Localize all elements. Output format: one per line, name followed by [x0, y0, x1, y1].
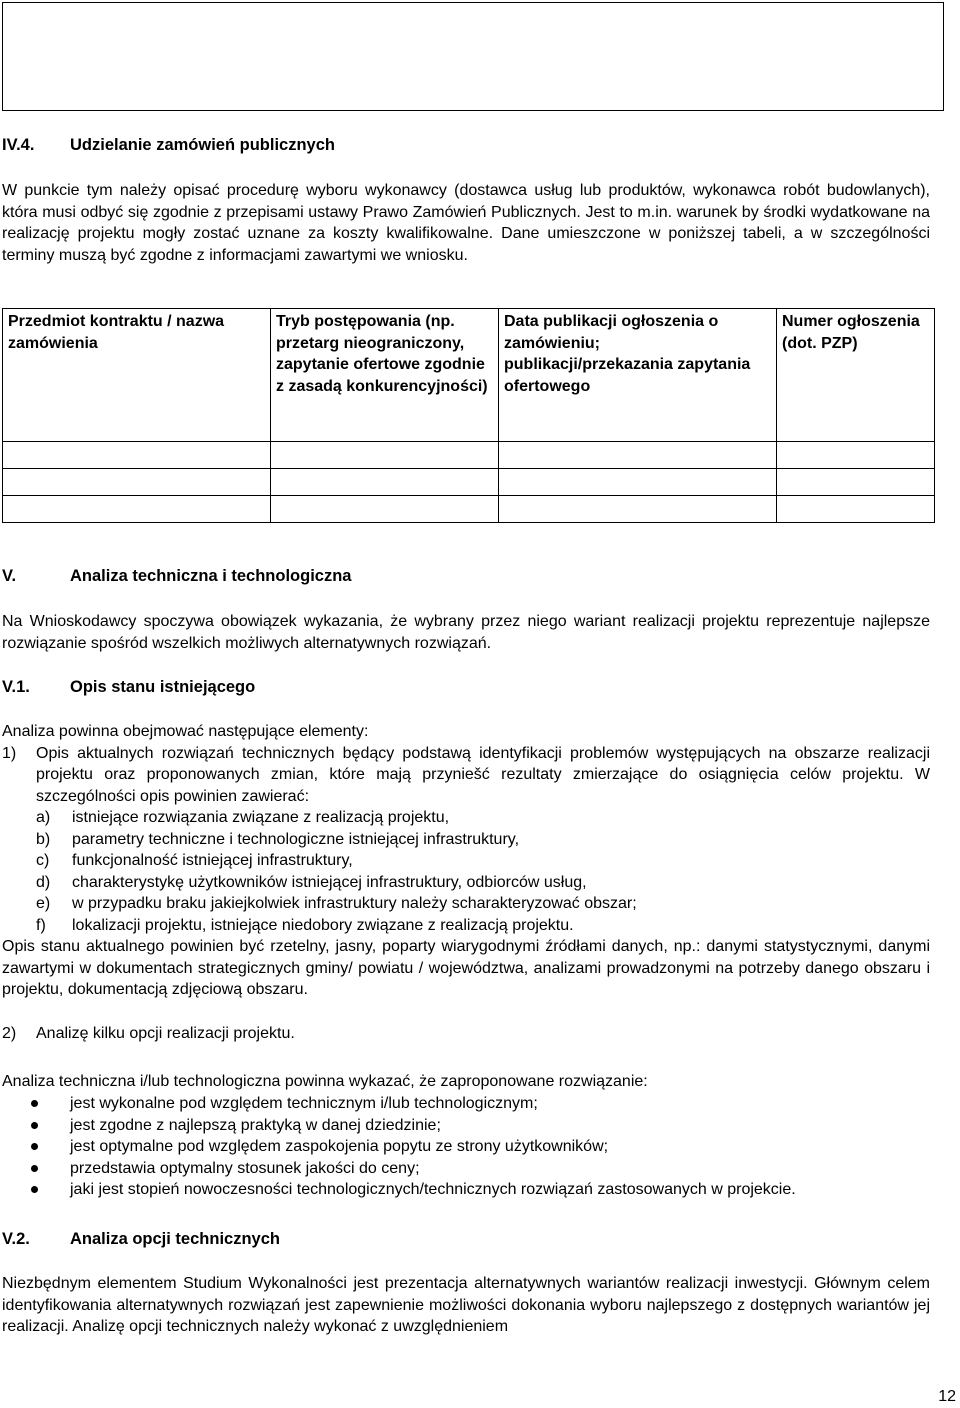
- requirements-bullet-list: [2, 1093, 930, 1201]
- table-cell: [271, 469, 499, 496]
- bullet-icon: [31, 1186, 38, 1193]
- table-header-cell: Data publikacji ogłoszenia o zamówieniu; publikacji/przekazania zapytania ofertowego: [499, 309, 777, 442]
- list-item: 2) Analizę kilku opcji realizacji projektu.: [2, 1024, 295, 1042]
- table-cell: [3, 469, 271, 496]
- paragraph-options: Niezbędnym elementem Studium Wykonalności jest prezentacja alternatywnych wariantów realizacji inwestycji. Głównym celem identyfikowania alternatywnych rozwiązań jest zapewnienie możliwości dokonania wyboru najlepszego z dostępnych wariantów jej realizacji. Analizę opcji technicznych należy wykonać z uwzględnieniem: [2, 1275, 930, 1335]
- bullet-item: jest wykonalne pod względem technicznym i/lub technologicznym;: [2, 1093, 930, 1115]
- list-item: e) w przypadku braku jakiejkolwiek infrastruktury należy scharakteryzować obszar;: [36, 895, 637, 912]
- table-cell: [777, 442, 935, 469]
- section-number: V.2.: [2, 1230, 30, 1248]
- table-row: [3, 496, 935, 523]
- table-cell: [3, 442, 271, 469]
- table-row: [3, 442, 935, 469]
- section-number: IV.4.: [2, 136, 35, 154]
- paragraph-analysis: Na Wnioskodawcy spoczywa obowiązek wykazania, że wybrany przez niego wariant realizacji projektu reprezentuje najlepsze rozwiązanie spośród wszelkich możliwych alternatywnych rozwiązań.: [2, 613, 930, 652]
- list-item: 1) Opis aktualnych rozwiązań technicznych będący podstawą identyfikacji problemów występujących na obszarze realizacji projektu oraz proponowanych zmian, które mają przyniešć rezultaty zmierzające do osiągnięcia celów projektu. W szczególności opis powinien zawierać:: [2, 744, 930, 805]
- intro-text: Analiza powinna obejmować następujące elementy:: [2, 723, 369, 740]
- section-number: V.: [2, 567, 17, 585]
- list-item: f) lokalizacji projektu, istniejące niedobory związane z realizacją projektu.: [36, 916, 574, 934]
- table-cell: [499, 496, 777, 523]
- table-header-row: [3, 309, 935, 442]
- section-title: Opis stanu istniejącego: [70, 678, 256, 696]
- table-header-cell: Przedmiot kontraktu / nazwa zamówienia: [3, 309, 271, 442]
- bullet-icon: [31, 1165, 38, 1172]
- procurement-table: [2, 308, 935, 523]
- section-heading-v2: [2, 1229, 280, 1251]
- table-cell: [3, 496, 271, 523]
- list-item: c) funkcjonalność istniejącej infrastruktury,: [36, 852, 353, 869]
- bullet-item: jaki jest stopień nowoczesności technologicznych/technicznych rozwiązań zastosowanych w projekcie.: [2, 1179, 930, 1201]
- paragraph-description: Opis stanu aktualnego powinien być rzetelny, jasny, poparty wiarygodnymi źródłami danych, np.: danymi statystycznymi, danymi zawartymi w dokumentach strategicznych gminy/ powiatu / województwa, analizami prowadzonymi na potrzeby danego obszaru i projektu, dokumentacją zdjęciową obszaru.: [2, 938, 930, 998]
- bullet-item: jest optymalne pod względem zaspokojenia popytu ze strony użytkowników;: [2, 1136, 930, 1158]
- list-item: a) istniejące rozwiązania związane z realizacją projektu,: [36, 809, 450, 826]
- table-cell: [271, 496, 499, 523]
- section-heading-v1: [2, 677, 255, 699]
- table-row: [3, 469, 935, 496]
- bullet-item: jest zgodne z najlepszą praktyką w danej dziedzinie;: [2, 1115, 930, 1137]
- section-heading-v: [2, 566, 351, 588]
- table-header-cell: Tryb postępowania (np. przetarg nieograniczony, zapytanie ofertowe zgodnie z zasadą konkurencyjności): [271, 309, 499, 442]
- table-cell: [499, 469, 777, 496]
- bullet-icon: [31, 1100, 38, 1107]
- section-number: V.1.: [2, 678, 30, 696]
- empty-text-box: [2, 2, 944, 111]
- bullet-icon: [31, 1143, 38, 1150]
- current-state-block: [2, 721, 930, 1044]
- table-cell: [777, 496, 935, 523]
- section-heading-iv4: [2, 135, 335, 157]
- list-item: b) parametry techniczne i technologiczne istniejącej infrastruktury,: [36, 830, 520, 848]
- list-item: d) charakterystykę użytkowników istniejącej infrastruktury, odbiorców usług,: [36, 873, 587, 891]
- paragraph-requirements: Analiza techniczna i/lub technologiczna powinna wykazać, że zaproponowane rozwiązanie:: [2, 1073, 648, 1090]
- table-cell: [271, 442, 499, 469]
- paragraph-procurement: W punkcie tym należy opisać procedurę wyboru wykonawcy (dostawca usług lub produktów, wykonawca robót budowlanych), która musi odbyć się zgodnie z przepisami ustawy Prawo Zamówień Publicznych. Jest to m.in. warunek by środki wydatkowane na realizację projektu mogły zostać uznane za koszty kwalifikowalne. Dane umieszczone w poniższej tabeli, a w szczególności terminy muszą być zgodne z informacjami zawartymi we wniosku.: [2, 182, 930, 264]
- section-title: Analiza opcji technicznych: [70, 1230, 280, 1248]
- table-header-cell: Numer ogłoszenia (dot. PZP): [777, 309, 935, 442]
- bullet-icon: [31, 1122, 38, 1129]
- table-cell: [777, 469, 935, 496]
- page-number: 12: [938, 1388, 956, 1405]
- section-title: Udzielanie zamówień publicznych: [70, 136, 335, 154]
- table-cell: [499, 442, 777, 469]
- bullet-item: przedstawia optymalny stosunek jakości do ceny;: [2, 1158, 930, 1180]
- section-title: Analiza techniczna i technologiczna: [70, 567, 352, 585]
